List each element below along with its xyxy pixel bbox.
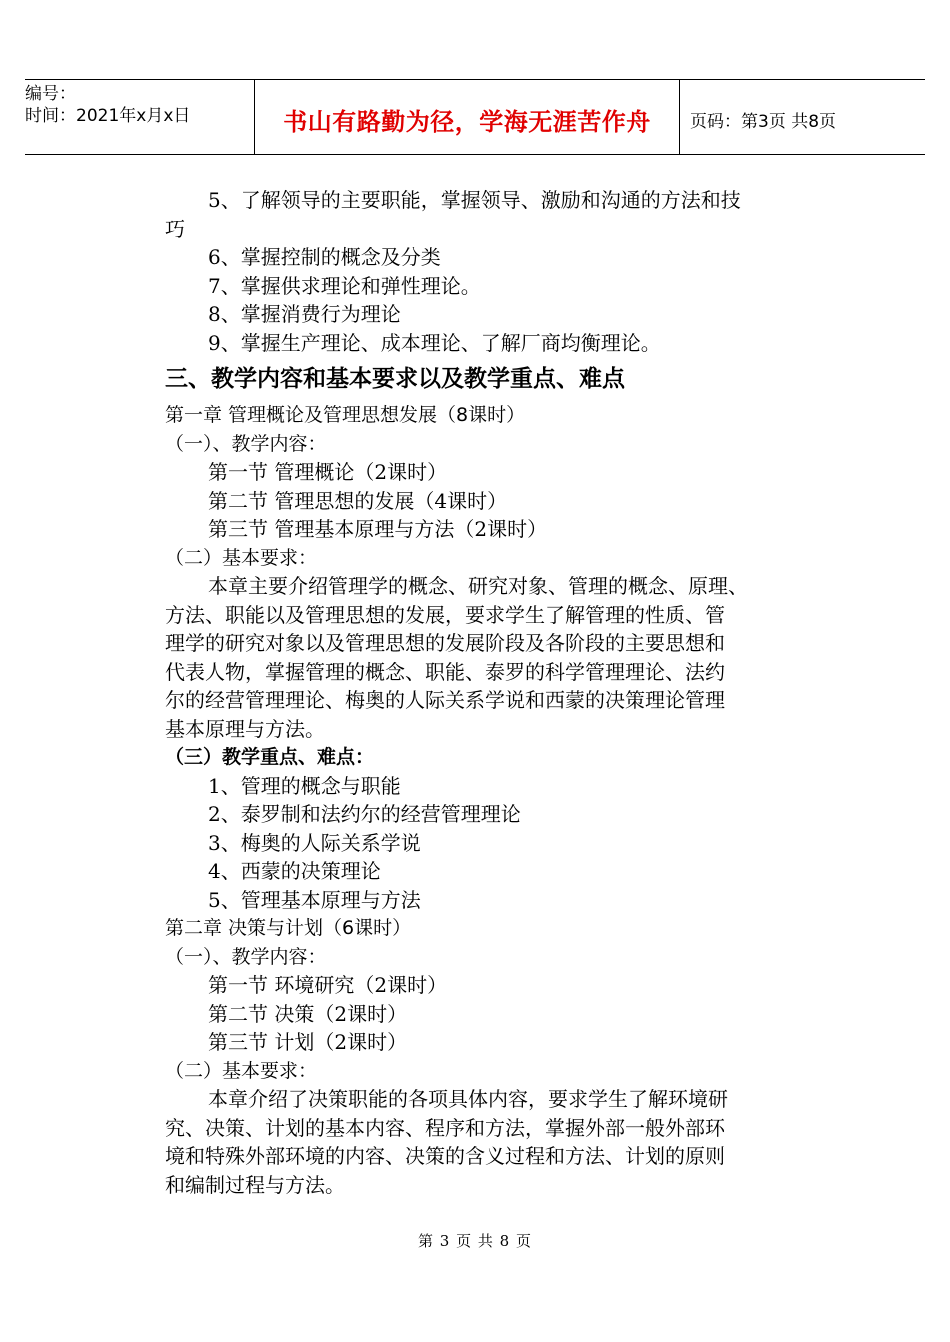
- text-line: 方法、职能以及管理思想的发展，要求学生了解管理的性质、管: [165, 602, 725, 627]
- text-line: 第二章 决策与计划（6课时）: [165, 917, 412, 939]
- document-number-label: 编号：: [25, 84, 76, 104]
- text-line: 3、梅奥的人际关系学说: [208, 830, 421, 855]
- section-heading: 三、教学内容和基本要求以及教学重点、难点: [165, 366, 625, 392]
- text-line: 第一节 管理概论（2课时）: [208, 460, 448, 484]
- text-line: 第一章 管理概论及管理思想发展（8课时）: [165, 404, 526, 426]
- page-footer: 第 3 页 共 8 页: [418, 1232, 532, 1250]
- text-line: 5、了解领导的主要职能，掌握领导、激励和沟通的方法和技: [208, 188, 741, 212]
- text-line: （二）基本要求：: [165, 546, 318, 569]
- text-line: 2、泰罗制和法约尔的经营管理理论: [208, 802, 521, 826]
- text-line: 究、决策、计划的基本内容、程序和方法，掌握外部一般外部环: [165, 1115, 725, 1140]
- text-line: 理学的研究对象以及管理思想的发展阶段及各阶段的主要思想和: [165, 631, 725, 655]
- header-slogan: 书山有路勤为径，学海无涯苦作舟: [283, 108, 651, 136]
- text-line: 代表人物，掌握管理的概念、职能、泰罗的科学管理理论、法约: [165, 659, 725, 684]
- text-line: （三）教学重点、难点：: [165, 746, 375, 768]
- text-line: 第三节 管理基本原理与方法（2课时）: [208, 517, 548, 541]
- text-line: 本章介绍了决策职能的各项具体内容，要求学生了解环境研: [208, 1087, 728, 1111]
- text-line: （二）基本要求：: [165, 1059, 318, 1082]
- page-header: [25, 79, 925, 155]
- document-body: [165, 186, 805, 1199]
- text-line: 第二节 管理思想的发展（4课时）: [208, 488, 508, 513]
- text-line: （一）、教学内容：: [165, 945, 327, 968]
- text-line: 境和特殊外部环境的内容、决策的含义过程和方法、计划的原则: [165, 1144, 725, 1168]
- text-line: 4、西蒙的决策理论: [208, 859, 381, 883]
- text-line: 7、掌握供求理论和弹性理论。: [208, 273, 481, 298]
- text-line: 8、掌握消费行为理论: [208, 302, 401, 326]
- text-line: 巧: [165, 216, 185, 241]
- text-line: （一）、教学内容：: [165, 432, 327, 455]
- text-line: 5、管理基本原理与方法: [208, 887, 421, 912]
- text-line: 尔的经营管理理论、梅奥的人际关系学说和西蒙的决策理论管理: [165, 688, 725, 712]
- text-line: 9、掌握生产理论、成本理论、了解厂商均衡理论。: [208, 330, 661, 355]
- header-slogan-cell: [255, 80, 680, 155]
- header-page-number: 页码：第3页 共8页: [690, 112, 837, 132]
- text-line: 本章主要介绍管理学的概念、研究对象、管理的概念、原理、: [208, 574, 748, 598]
- text-line: 第三节 计划（2课时）: [208, 1030, 408, 1054]
- text-line: 第二节 决策（2课时）: [208, 1001, 408, 1026]
- document-time-label: 时间：2021年x月x日: [25, 106, 191, 126]
- text-line: 1、管理的概念与职能: [208, 773, 401, 798]
- header-meta-cell: [25, 80, 255, 155]
- text-line: 第一节 环境研究（2课时）: [208, 973, 448, 997]
- header-page-cell: [680, 80, 925, 155]
- text-line: 6、掌握控制的概念及分类: [208, 245, 441, 269]
- text-line: 和编制过程与方法。: [165, 1172, 345, 1197]
- text-line: 基本原理与方法。: [165, 716, 325, 741]
